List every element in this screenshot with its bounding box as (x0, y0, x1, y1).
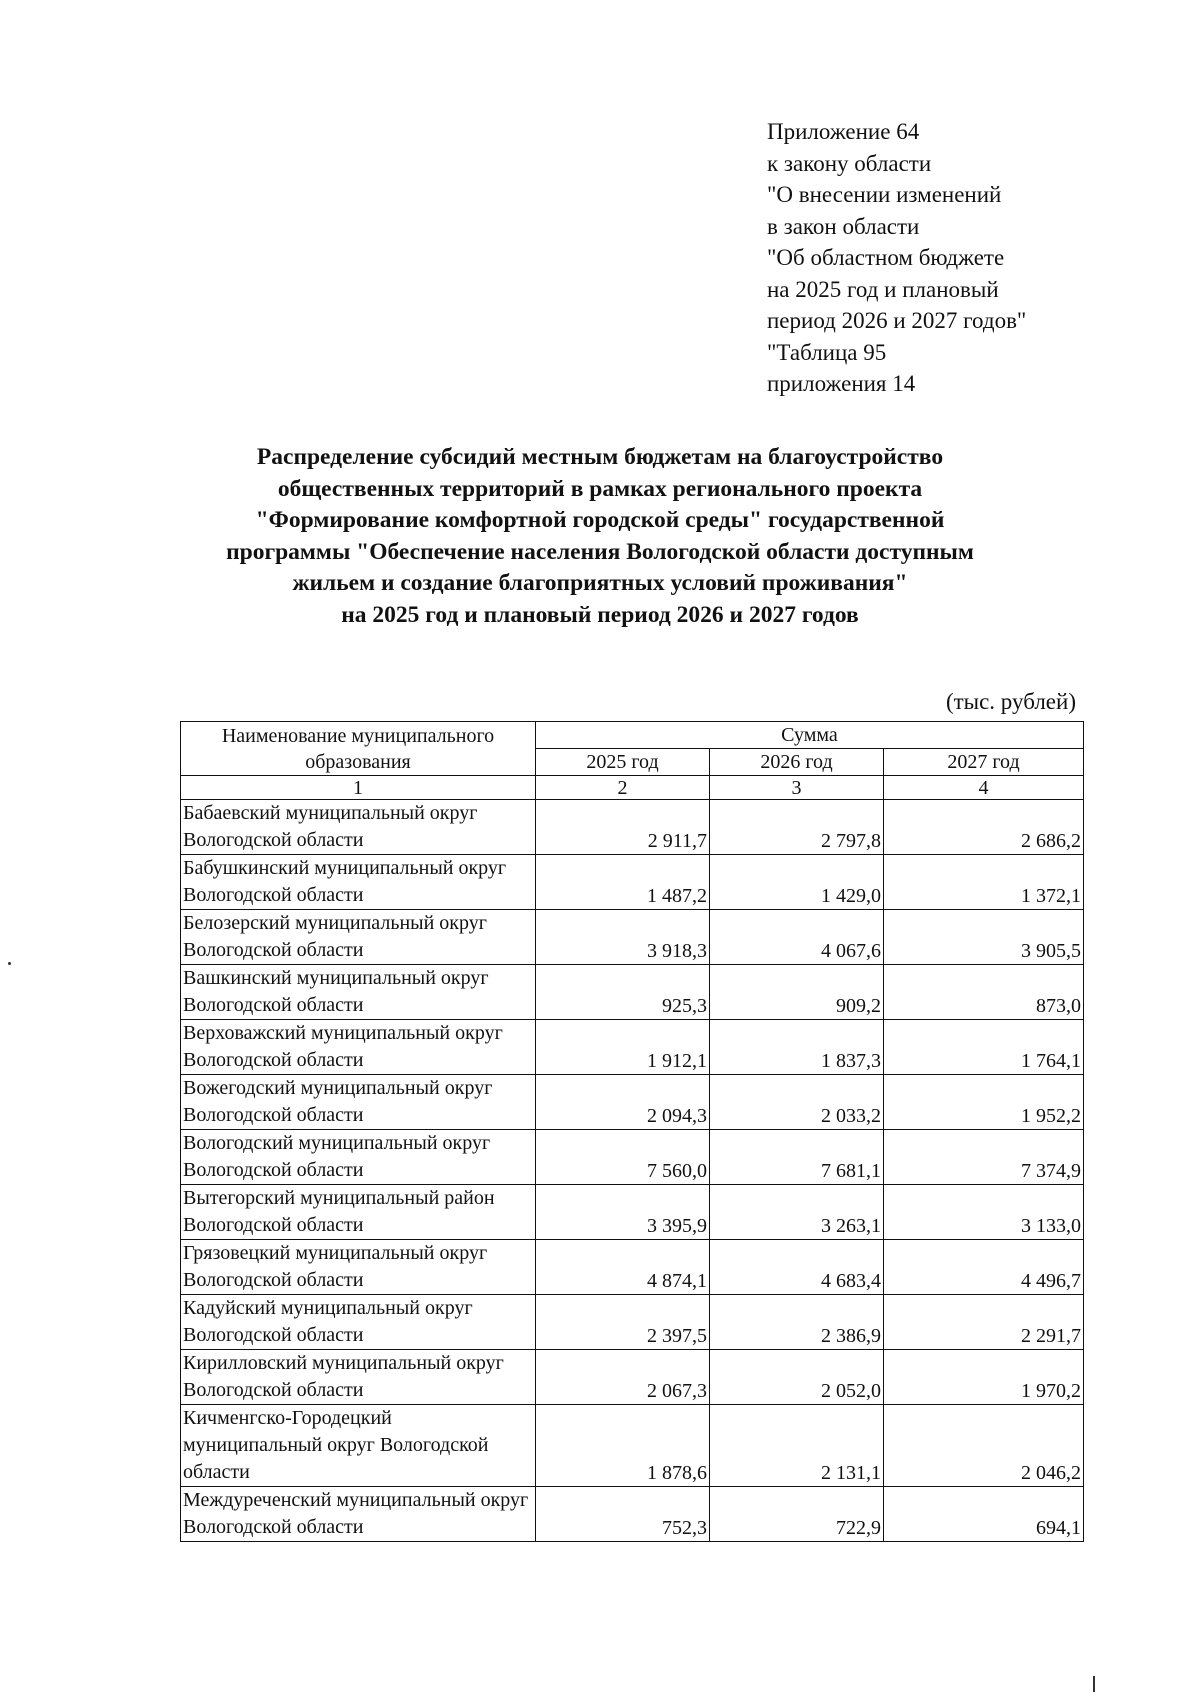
table-row (181, 1295, 1084, 1350)
value-2025: 4 874,1 (536, 1240, 710, 1295)
value-2025: 3 395,9 (536, 1185, 710, 1240)
value-2026: 2 797,8 (710, 800, 884, 855)
value-2027: 2 046,2 (884, 1405, 1084, 1487)
value-2025: 752,3 (536, 1487, 710, 1542)
header-year-2025: 2025 год (536, 749, 710, 776)
appendix-line: на 2025 год и плановый (767, 276, 999, 302)
value-2025: 7 560,0 (536, 1130, 710, 1185)
value-2026: 4 683,4 (710, 1240, 884, 1295)
value-2027: 7 374,9 (884, 1130, 1084, 1185)
title-line: жильем и создание благоприятных условий проживания" (292, 570, 908, 596)
table-row (181, 910, 1084, 965)
value-2025: 1 912,1 (536, 1020, 710, 1075)
appendix-line: период 2026 и 2027 годов" (767, 308, 1027, 333)
value-2027: 3 133,0 (884, 1185, 1084, 1240)
value-2027: 873,0 (884, 965, 1084, 1020)
value-2025: 3 918,3 (536, 910, 710, 965)
value-2027: 1 372,1 (884, 855, 1084, 910)
municipality-name: Кирилловский муниципальный округ Вологодской области (181, 1350, 536, 1405)
table-row (181, 1130, 1084, 1185)
municipality-name: Кадуйский муниципальный округ Вологодской области (181, 1295, 536, 1350)
appendix-line: приложения 14 (767, 371, 916, 396)
value-2026: 1 429,0 (710, 855, 884, 910)
appendix-line: "О внесении изменений (767, 182, 1002, 207)
column-index-row (181, 776, 1084, 800)
municipality-name: Вытегорский муниципальный район Вологодской области (181, 1185, 536, 1240)
value-2026: 1 837,3 (710, 1020, 884, 1075)
title-line: общественных территорий в рамках регионального проекта (277, 475, 923, 502)
table-row (181, 1075, 1084, 1130)
header-sum: Сумма (536, 722, 1084, 749)
value-2026: 2 386,9 (710, 1295, 884, 1350)
value-2025: 2 094,3 (536, 1075, 710, 1130)
value-2025: 1 878,6 (536, 1405, 710, 1487)
value-2027: 4 496,7 (884, 1240, 1084, 1295)
value-2027: 2 686,2 (884, 800, 1084, 855)
header-year-2027: 2027 год (884, 749, 1084, 776)
value-2025: 2 067,3 (536, 1350, 710, 1405)
table-row (181, 1350, 1084, 1405)
municipality-name: Кичменгско-Городецкий муниципальный округ Вологодской области (181, 1405, 536, 1487)
scan-speck (8, 962, 11, 965)
municipality-name: Междуреченский муниципальный округ Вологодской области (181, 1487, 536, 1542)
value-2026: 2 131,1 (710, 1405, 884, 1487)
value-2025: 925,3 (536, 965, 710, 1020)
value-2027: 3 905,5 (884, 910, 1084, 965)
column-index: 4 (884, 776, 1084, 800)
value-2025: 2 397,5 (536, 1295, 710, 1350)
appendix-reference (767, 116, 1097, 400)
value-2026: 2 033,2 (710, 1075, 884, 1130)
appendix-line: к закону области (767, 150, 932, 176)
value-2026: 3 263,1 (710, 1185, 884, 1240)
value-2027: 1 970,2 (884, 1350, 1084, 1405)
value-2026: 722,9 (710, 1487, 884, 1542)
appendix-line: "Таблица 95 (767, 339, 887, 365)
table-row (181, 965, 1084, 1020)
column-index: 3 (710, 776, 884, 800)
table-row (181, 1405, 1084, 1487)
value-2027: 694,1 (884, 1487, 1084, 1542)
title-line: на 2025 год и плановый период 2026 и 2027 годов (341, 601, 859, 628)
value-2025: 2 911,7 (536, 800, 710, 855)
value-2026: 909,2 (710, 965, 884, 1020)
value-2026: 2 052,0 (710, 1350, 884, 1405)
appendix-line: в закон области (767, 213, 920, 239)
municipality-name: Белозерский муниципальный округ Вологодской области (181, 910, 536, 965)
appendix-line: "Об областном бюджете (767, 245, 1005, 270)
table-row (181, 1240, 1084, 1295)
table-header-row (181, 722, 1084, 749)
table-row (181, 1020, 1084, 1075)
municipality-name: Вашкинский муниципальный округ Вологодской области (181, 965, 536, 1020)
municipality-name: Грязовецкий муниципальный округ Вологодской области (181, 1240, 536, 1295)
municipality-name: Бабаевский муниципальный округ Вологодской области (181, 800, 536, 855)
municipality-name: Верховажский муниципальный округ Вологодской области (181, 1020, 536, 1075)
municipality-name: Бабушкинский муниципальный округ Вологодской области (181, 855, 536, 910)
municipality-name: Вологодский муниципальный округ Вологодской области (181, 1130, 536, 1185)
title-line: "Формирование комфортной городской среды" государственной (255, 507, 945, 533)
value-2026: 7 681,1 (710, 1130, 884, 1185)
table-row (181, 1487, 1084, 1542)
table-row (181, 1185, 1084, 1240)
title-line: программы "Обеспечение населения Вологодской области доступным (226, 538, 974, 565)
units-label: (тыс. рублей) (945, 689, 1076, 714)
scan-mark (1093, 1676, 1095, 1692)
subsidy-table (180, 721, 1084, 1542)
appendix-line: Приложение 64 (767, 119, 920, 144)
column-index: 2 (536, 776, 710, 800)
value-2027: 2 291,7 (884, 1295, 1084, 1350)
value-2026: 4 067,6 (710, 910, 884, 965)
value-2025: 1 487,2 (536, 855, 710, 910)
header-name: Наименование муниципального образования (181, 722, 536, 776)
column-index: 1 (181, 776, 536, 800)
header-year-2026: 2026 год (710, 749, 884, 776)
table-row (181, 855, 1084, 910)
table-row (181, 800, 1084, 855)
title-line: Распределение субсидий местным бюджетам на благоустройство (256, 444, 944, 470)
document-title (150, 442, 1050, 631)
value-2027: 1 764,1 (884, 1020, 1084, 1075)
municipality-name: Вожегодский муниципальный округ Вологодской области (181, 1075, 536, 1130)
value-2027: 1 952,2 (884, 1075, 1084, 1130)
